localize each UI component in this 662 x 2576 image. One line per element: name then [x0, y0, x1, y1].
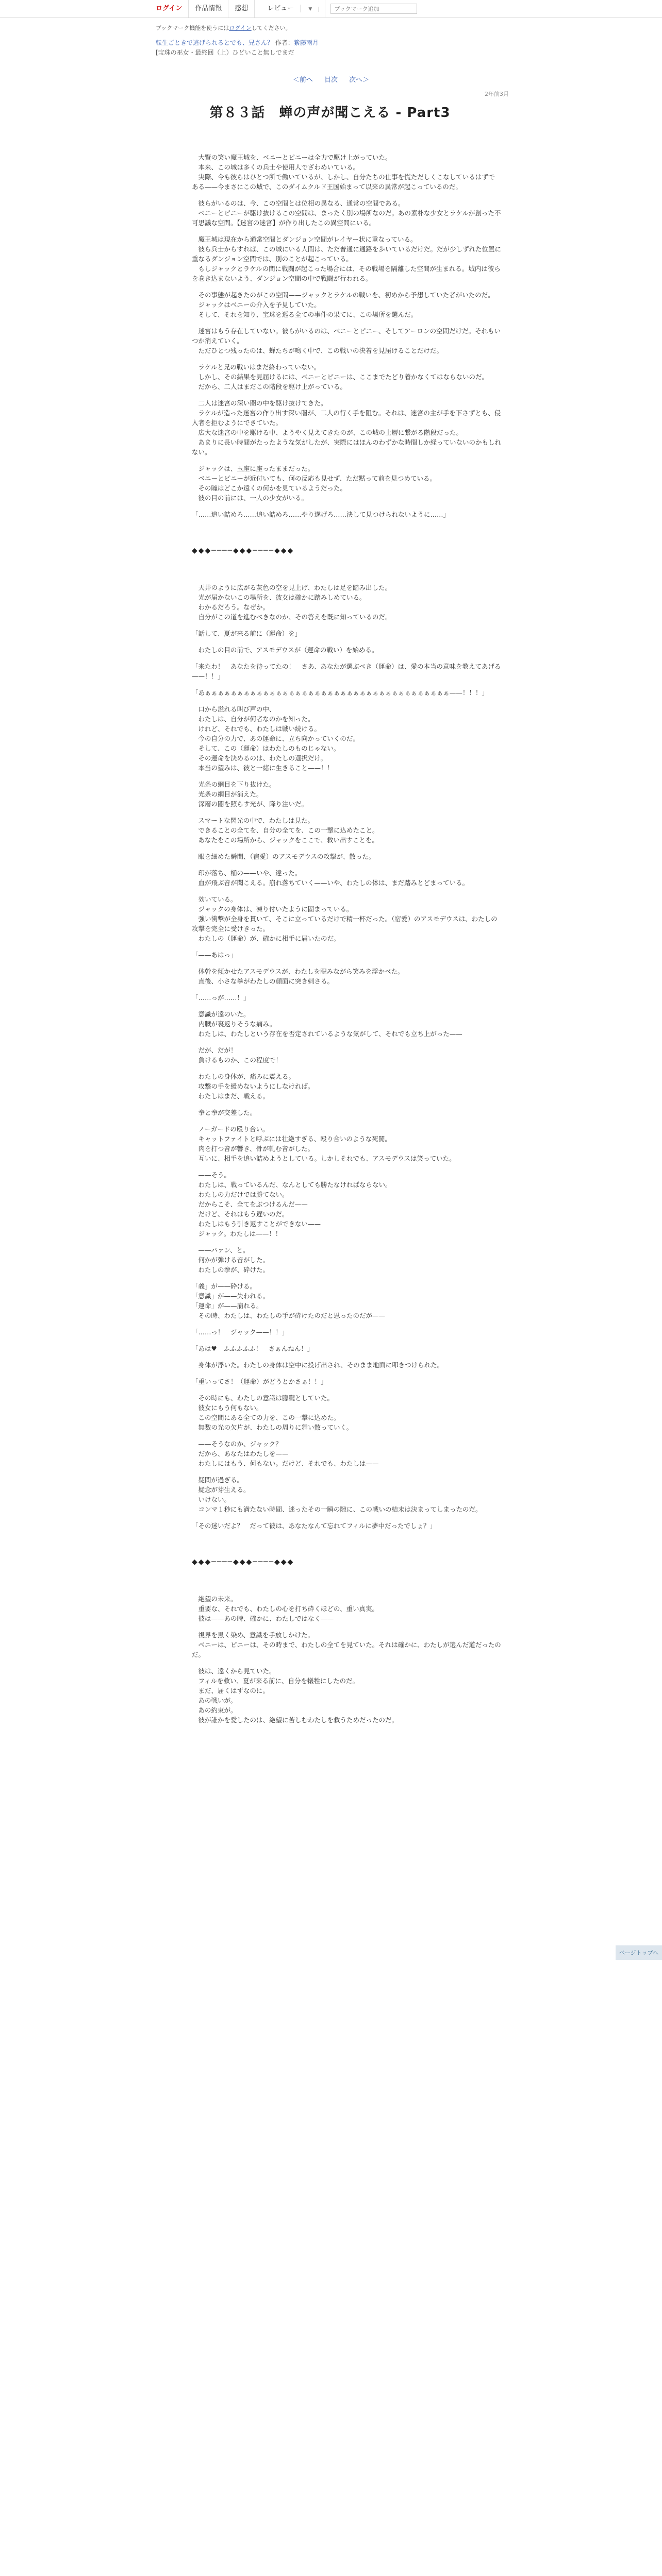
- paragraph: ——そうなのか、ジャック？ だから、あなたはわたしを—— わたしにはもう、何もない。だけど、それでも、わたしは——: [198, 1440, 379, 1467]
- paragraph: 眼を細めた瞬間、（宿愛）のアスモデウスの攻撃が、散った。: [192, 853, 375, 860]
- paragraph: ——そう。 わたしは、戦っているんだ、なんとしても勝たなければならない。 わたしの力だけでは勝てない。 だからこそ、全てをぶつけるんだ—— だけど、それはもう遅いのだ。 わたしはもう引き返すことができない—— ジャック。わたしは——！！: [198, 1171, 392, 1238]
- login-link[interactable]: ログイン: [150, 0, 189, 18]
- paragraph: 「その迷いだよ？ だって彼は、あなたなんて忘れてフィルに夢中だったでしょ？」: [192, 1522, 437, 1530]
- paragraph: 疑問が過ぎる。 疑念が芽生える。 いけない。 コンマ１秒にも満たない時間、迷ったその一瞬の隙に、この戦いの結末は決まってしまったのだ。: [198, 1476, 482, 1513]
- section-title: [宝珠の巫女・最終回（上）ひどいこと無しでまだ: [156, 49, 294, 56]
- paragraph: スマートな閃光の中で、わたしは見た。 できることの全てを、自分の全てを、この一撃に込めたこと。 あなたをこの場所から、ジャックをここで、救い出すことを。: [198, 817, 379, 844]
- nav-review[interactable]: レビュー ▼: [255, 0, 325, 18]
- chapter-title: 第８３話 蝉の声が聞こえる - Part3: [209, 105, 451, 121]
- paragraph: 「義」が——砕ける。 「意識」が——失われる。 「運命」が——崩れる。 その時、わたしは、わたしの手が砕けたのだと思ったのだが——: [192, 1282, 386, 1319]
- paragraph: ——パァン、と。 何かが弾ける音がした。 わたしの拳が、砕けた。: [198, 1246, 270, 1274]
- prev-chapter-link[interactable]: ＜前へ: [292, 76, 313, 84]
- series-info: [156, 38, 506, 58]
- chapter-body: [192, 152, 501, 1732]
- paragraph: ジャックは、玉座に座ったままだった。 ベニーとピニーが近付いても、何の反応も見せず、ただ黙って前を見つめている。 その瞳はどこか遠くの何かを見ているようだった。 彼の目の前には、一人の少女がいる。: [198, 465, 437, 502]
- paragraph: 「——あはっ」: [192, 951, 237, 959]
- paragraph: 迷宮はもう存在していない。彼らがいるのは、ベニーとピニー、そしてアーロンの空間だけだ。それもいつか消えていく。 ただひとつ残ったのは、蝉たちが鳴く中で、この戦いの決着を見届けることだけだ。: [192, 327, 501, 354]
- scene-separator: ◆◆◆────◆◆◆────◆◆◆: [192, 547, 294, 555]
- author-label: 作者：: [275, 39, 294, 46]
- paragraph: 口から溢れる叫び声の中、 わたしは、自分が何者なのかを知った。 けれど、それでも、わたしは戦い続ける。 今の自分の力で、あの運命に、立ち向かっていくのだ。 そして、この（運命）はわたしのものじゃない。 その運命を決めるのは、わたしの選択だけ。 本当の望みは、彼と一緒に生きること——！！: [198, 705, 359, 772]
- series-title-link[interactable]: 転生ごときで逃げられるとでも、兄さん？: [156, 39, 274, 46]
- bookmark-add-input[interactable]: [330, 4, 417, 14]
- paragraph: 大賢の笑い魔王城を、ベニーとピニーは全力で駆け上がっていた。 本来、この城は多くの兵士や使用人でざわめいている。 実際、今も彼らはひとつ所で働いているが、しかし、自分たちの仕事を慌ただしくこなしているはずである——今まさにこの城で、このダイムクルド王国始まって以来の異常が起こっているのだ。: [192, 154, 495, 191]
- paragraph: 意識が遠のいた。 内臓が裏返りそうな痛み。 わたしは、わたしという存在を否定されているような気がして、それでも立ち上がった——: [198, 1010, 462, 1038]
- paragraph: わたしの目の前で、アスモデウスが（運命の戦い）を始める。: [192, 646, 378, 654]
- next-chapter-link[interactable]: 次へ＞: [349, 76, 370, 84]
- chapter-text-part3: [192, 1594, 501, 1725]
- chapter-text-part2: [192, 583, 501, 1531]
- paragraph: 体幹を傾かせたアスモデウスが、わたしを睨みながら笑みを浮かべた。 直後、小さな拳がわたしの顔面に突き刺さる。: [198, 968, 404, 985]
- paragraph: 「……っ！ ジャック——！！」: [192, 1328, 289, 1336]
- paragraph: その時にも、わたしの意識は朦朧としていた。 彼女にもう何もない。 この空間にある全ての力を、この一撃に込めた。 無数の光の欠片が、わたしの周りに舞い散っていく。: [198, 1394, 353, 1431]
- paragraph: 身体が浮いた。わたしの身体は空中に投げ出され、そのまま地面に叩きつけられた。: [192, 1361, 444, 1369]
- paragraph: 視界を黒く染め、意識を手放しかけた。 ベニーは、ピニーは、その時まで、わたしの全てを見ていた。それは確かに、わたしが選んだ道だったのだ。: [192, 1631, 501, 1658]
- paragraph: 「……追い詰めろ……追い詰めろ……やり遂げろ……決して見つけられないように……」: [192, 511, 450, 518]
- paragraph: その事態が起きたのがこの空間——ジャックとラケルの戦いを、初めから予想していた者がいたのだ。 ジャックはベニーの介入を予見していた。 そして、それを知り、宝珠を巡る全ての事件の果てに、この場所を選んだ。: [198, 291, 494, 318]
- top-navigation-bar: [0, 0, 662, 18]
- paragraph: 彼は、遠くから見ていた。 フィルを救い、夏が来る前に、自分を犠牲にしたのだ。 まだ、届くはずなのに。 あの戦いが。 あの約束が。 彼が誰かを愛したのは、絶望に苦しむわたしを救うためだったのだ。: [198, 1667, 399, 1724]
- chapter-date: 2年前3月: [485, 91, 509, 97]
- paragraph: 「あは♥ ふふふふふ！ さぁんねん！」: [192, 1345, 314, 1352]
- bookmark-login-notice: ブックマーク機能を使うにはログインしてください。: [156, 25, 291, 31]
- paragraph: 「来たわ！ あなたを待ってたの！ さあ、あなたが選ぶべき（運命）は、愛の本当の意味を教えてあげる——！！」: [192, 663, 501, 680]
- paragraph: 「……っが……！」: [192, 994, 250, 1002]
- chapter-pager-top: [0, 74, 662, 84]
- paragraph: 「話して、夏が来る前に（運命）を」: [192, 630, 302, 637]
- chevron-down-icon: ▼: [302, 7, 319, 12]
- paragraph: 光条の網目を下り抜けた。 光条の網目が消えた。 深層の闇を照らす光が、降り注いだ。: [198, 781, 308, 808]
- author-link[interactable]: 紫藤雨月: [293, 39, 319, 46]
- notice-login-link[interactable]: ログイン: [229, 25, 252, 31]
- nav-impressions[interactable]: 感想: [228, 0, 255, 18]
- paragraph: 天井のように広がる灰色の空を見上げ、わたしは足を踏み出した。 光が届かないこの場所を、彼女は確かに踏みしめている。 わかるだろう。なぜか。 自分がこの道を進むべきなのか、その答えを既に知っているのだ。: [198, 584, 392, 621]
- paragraph: だが、だが！ 負けるものか、この程度で！: [198, 1046, 283, 1064]
- scene-separator: ◆◆◆────◆◆◆────◆◆◆: [192, 1558, 294, 1566]
- paragraph: 彼らがいるのは、今、この空間とは位相の異なる、通常の空間である。 ベニーとピニーが駆け抜けるこの空間は、まったく別の場所なのだ。あの素朴な少女とラケルが創った不可思議な空間。【迷宮の迷宮】が作り出したこの異空間にいる。: [192, 199, 501, 227]
- paragraph: 印が落ち、桶の——いや、違った。 血が飛ぶ音が聞こえる。崩れ落ちていく——いや、わたしの体は、まだ踏みとどまっている。: [198, 869, 469, 887]
- paragraph: わたしの身体が、痛みに震える。 攻撃の手を緩めないようにしなければ。 わたしはまだ、戦える。: [198, 1073, 315, 1100]
- paragraph: 魔王城は現在から通常空間とダンジョン空間がレイヤー状に重なっている。 彼ら兵士からすれば、この城にいる人間は、ただ普通に通路を歩いているだけだ。だが少しずれた位置に重なるダンジョン空間では、別のことが起こっている。 もしジャックとラケルの間に戦闘が起こった場合には、その戦場を隔離した空間が生まれる。城内は彼らを巻き込まないよう、ダンジョン空間の中で戦闘が行われる。: [192, 235, 502, 282]
- paragraph: 「重いってさ！（運命）がどうとかさぁ！！」: [192, 1378, 327, 1385]
- paragraph: 絶望の未来。 重要な、それでも、わたしの心を打ち砕くほどの、重い真実。 彼は——あの時、確かに、わたしではなく——: [198, 1595, 379, 1622]
- paragraph: 拳と拳が交差した。: [192, 1109, 257, 1116]
- paragraph: ラケルと兄の戦いはまだ終わっていない。 しかし、その結果を見届けるには、ベニーとピニーは、ここまでたどり着かなくてはならないのだ。 だから、二人はまだこの階段を駆け上がっている。: [198, 363, 489, 391]
- paragraph: 効いている。 ジャックの身体は、凍り付いたように固まっている。 強い衝撃が全身を貫いて、そこに立っているだけで精一杯だった。（宿愛）のアスモデウスは、わたしの攻撃を完全に受けきった。 わたしの（運命）が、確かに相手に届いたのだ。: [192, 895, 498, 942]
- toc-link[interactable]: 目次: [324, 76, 338, 84]
- paragraph: ノーガードの殴り合い。 キャットファイトと呼ぶには壮絶すぎる、殴り合いのような死闘。 肉を打つ音が響き、骨が軋む音がした。 互いに、相手を追い詰めようとしている。しかしそれでも、アスモデウスは笑っていた。: [198, 1125, 456, 1162]
- nav-novel-info[interactable]: 作品情報: [189, 0, 228, 18]
- chapter-text-part1: [192, 152, 501, 519]
- page-top-button[interactable]: ページトップへ: [616, 1945, 662, 1960]
- paragraph: 「あぁぁぁぁぁぁぁぁぁぁぁぁぁぁぁぁぁぁぁぁぁぁぁぁぁぁぁぁぁぁぁぁぁぁぁぁぁぁ——！！！」: [192, 689, 488, 697]
- top-nav: [150, 0, 325, 18]
- paragraph: 二人は迷宮の深い闇の中を駆け抜けてきた。 ラケルが造った迷宮の作り出す深い闇が、二人の行く手を阻む。それは、迷宮の主が手を下さずとも、侵入者を拒むようにできていた。 広大な迷宮の中を駆ける中、ようやく見えてきたのが、この城の上層に繋がる階段だった。 あまりに長い時間がたったような気がしたが、実際にはほんのわずかな時間しか経っていないのかもしれない。: [192, 399, 502, 456]
